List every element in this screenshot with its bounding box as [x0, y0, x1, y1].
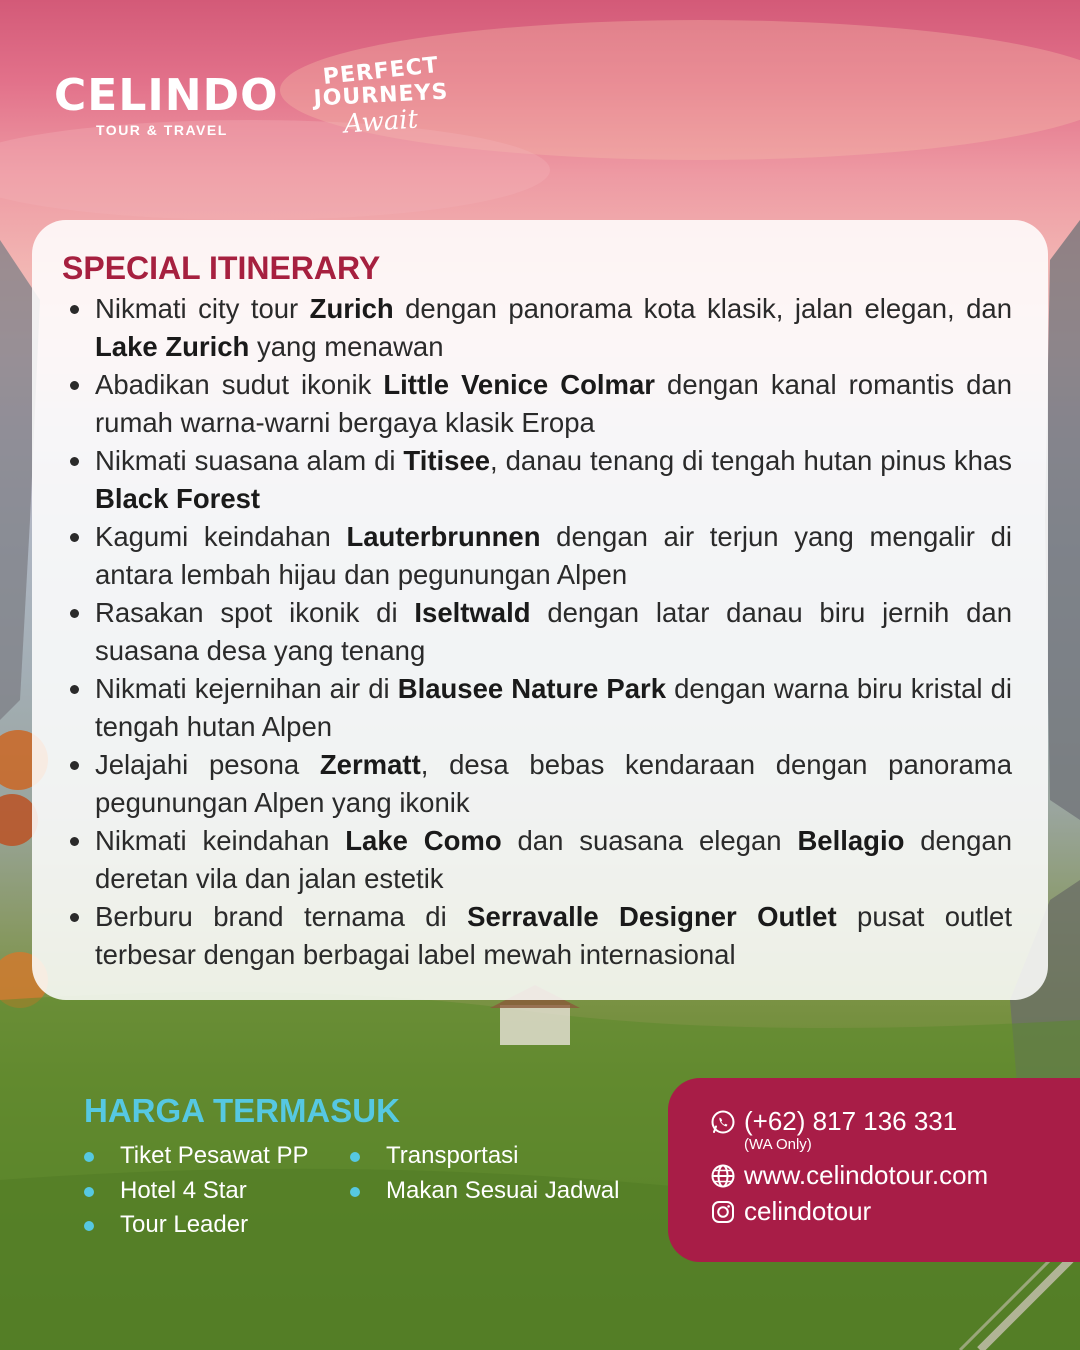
itinerary-text: dengan air terjun yang mengalir di antara lembah hijau dan pegunungan Alpen	[95, 521, 1012, 590]
contact-website-row[interactable]	[710, 1160, 988, 1191]
contact-box	[668, 1078, 1080, 1262]
contact-instagram: celindotour	[744, 1196, 872, 1226]
itinerary-text: dengan latar danau biru jernih dan suasana desa yang tenang	[95, 597, 1013, 666]
itinerary-highlight: Black Forest	[95, 483, 261, 514]
logo-name: CELINDO	[54, 70, 279, 121]
contact-instagram-row[interactable]	[710, 1196, 871, 1227]
logo-wordmark	[54, 70, 279, 121]
globe-icon	[710, 1163, 736, 1189]
tagline-line-1: PERFECT	[321, 52, 441, 91]
itinerary-item	[62, 670, 1012, 746]
included-title: HARGA TERMASUK	[84, 1092, 400, 1129]
itinerary-item	[62, 898, 1012, 974]
itinerary-highlight: Lauterbrunnen	[346, 521, 541, 552]
itinerary-highlight: Bellagio	[797, 825, 905, 856]
itinerary-text: dengan panorama kota klasik, jalan elegan, dan	[393, 293, 1012, 324]
itinerary-item	[62, 290, 1012, 366]
itinerary-text: Berburu brand ternama di	[95, 901, 468, 932]
included-item: Tour Leader	[84, 1209, 248, 1241]
included-item: Makan Sesuai Jadwal	[350, 1175, 619, 1207]
brand-logo	[54, 70, 279, 138]
itinerary-text: , danau tenang di tengah hutan pinus khas	[490, 445, 1013, 476]
itinerary-highlight: Zurich	[309, 293, 394, 324]
itinerary-title: SPECIAL ITINERARY	[62, 250, 381, 286]
contact-website: www.celindotour.com	[744, 1160, 989, 1190]
tagline-line-3: Await	[342, 104, 420, 140]
instagram-icon	[710, 1199, 736, 1225]
itinerary-highlight: Zermatt	[319, 749, 421, 780]
itinerary-item	[62, 442, 1012, 518]
itinerary-item	[62, 366, 1012, 442]
included-item: Hotel 4 Star	[84, 1175, 247, 1207]
itinerary-text: , desa bebas kendaraan dengan panorama pegunungan Alpen yang ikonik	[95, 749, 1012, 818]
itinerary-text: Nikmati kejernihan air di	[95, 673, 398, 704]
itinerary-highlight: Serravalle Designer Outlet	[467, 901, 837, 932]
tagline-logo	[300, 52, 462, 140]
itinerary-highlight: Lake Zurich	[95, 331, 250, 362]
itinerary-highlight: Iseltwald	[414, 597, 531, 628]
itinerary-text: dengan deretan vila dan jalan estetik	[95, 825, 1013, 894]
itinerary-text: dan suasana elegan	[501, 825, 798, 856]
contact-phone-note: (WA Only)	[744, 1136, 812, 1153]
itinerary-card	[32, 220, 1048, 1000]
itinerary-list	[62, 290, 1012, 974]
tagline-line-2: JOURNEYS	[312, 79, 449, 112]
itinerary-highlight: Little Venice Colmar	[383, 369, 656, 400]
itinerary-highlight: Blausee Nature Park	[397, 673, 667, 704]
itinerary-item	[62, 594, 1012, 670]
itinerary-text: Abadikan sudut ikonik	[95, 369, 384, 400]
itinerary-text: pusat outlet terbesar dengan berbagai label mewah internasional	[95, 901, 1012, 970]
contact-phone: (+62) 817 136 331	[744, 1106, 958, 1136]
itinerary-text: dengan warna biru kristal di tengah hutan Alpen	[95, 673, 1012, 742]
included-item: Tiket Pesawat PP	[84, 1140, 309, 1172]
itinerary-highlight: Titisee	[403, 445, 491, 476]
itinerary-text: Kagumi keindahan	[95, 521, 347, 552]
itinerary-text: yang menawan	[249, 331, 444, 362]
itinerary-text: Nikmati keindahan	[95, 825, 346, 856]
included-list	[84, 1140, 644, 1250]
itinerary-item	[62, 822, 1012, 898]
contact-phone-row[interactable]	[710, 1106, 957, 1137]
itinerary-highlight: Lake Como	[345, 825, 502, 856]
itinerary-text: Nikmati suasana alam di	[95, 445, 404, 476]
whatsapp-icon	[710, 1109, 736, 1135]
itinerary-text: Rasakan spot ikonik di	[95, 597, 415, 628]
itinerary-text: Nikmati city tour	[95, 293, 310, 324]
logo-subtitle: TOUR & TRAVEL	[96, 122, 228, 138]
itinerary-text: Jelajahi pesona	[95, 749, 320, 780]
included-item: Transportasi	[350, 1140, 519, 1172]
itinerary-text: dengan kanal romantis dan rumah warna-warni bergaya klasik Eropa	[95, 369, 1012, 438]
itinerary-item	[62, 518, 1012, 594]
itinerary-item	[62, 746, 1012, 822]
